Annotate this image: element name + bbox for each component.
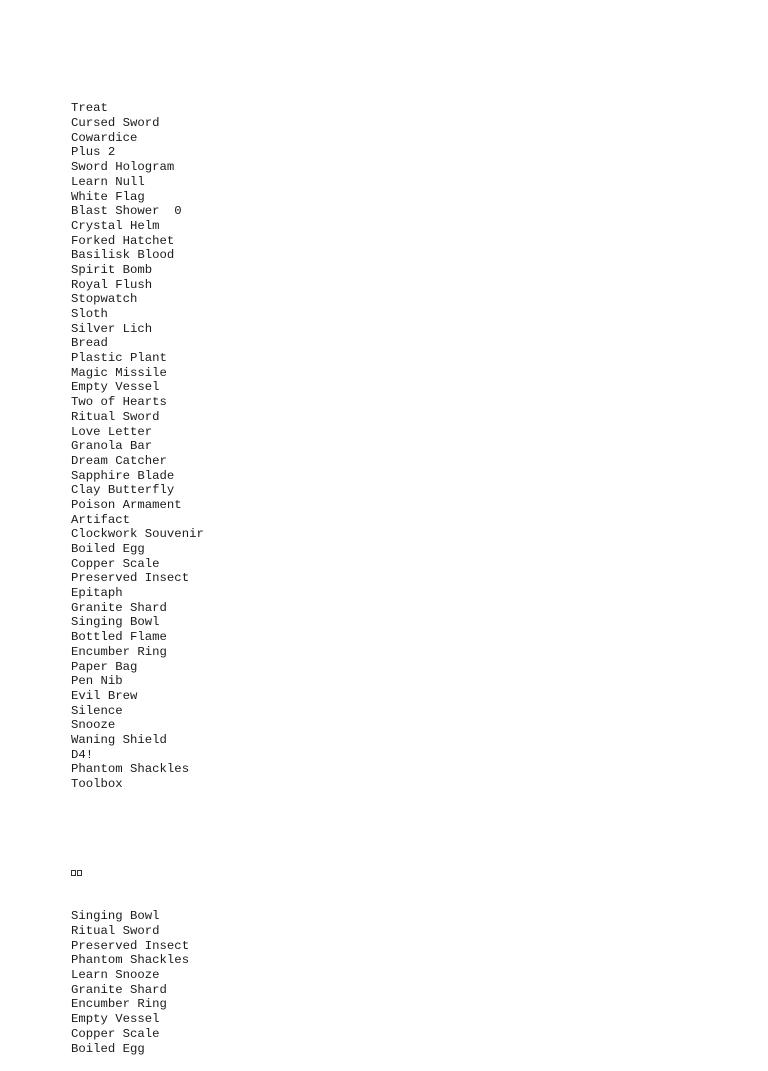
list-item: Silence bbox=[71, 703, 123, 718]
list-item: Empty Vessel bbox=[71, 1012, 160, 1027]
list-item: Bottled Flame bbox=[71, 630, 167, 645]
list-item: Poison Armament bbox=[71, 497, 182, 512]
list-item: Sloth bbox=[71, 307, 108, 322]
document-body bbox=[71, 72, 204, 1071]
list-item: Boiled Egg bbox=[71, 542, 145, 557]
list-item: Learn Snooze bbox=[71, 968, 160, 983]
list-item: Singing Bowl bbox=[71, 909, 160, 924]
list-item: Paper Bag bbox=[71, 659, 138, 674]
list-item: White Flag bbox=[71, 189, 145, 204]
list-item: Epitaph bbox=[71, 586, 123, 601]
list-item: Stopwatch bbox=[71, 292, 138, 307]
list-item: Phantom Shackles bbox=[71, 953, 190, 968]
list-item: Granola Bar bbox=[71, 439, 153, 454]
list-item: Magic Missile bbox=[71, 365, 167, 380]
list-item: Plus 2 bbox=[71, 145, 116, 160]
list-item: Plastic Plant bbox=[71, 351, 167, 366]
list-item: Basilisk Blood bbox=[71, 248, 175, 263]
blank-line bbox=[71, 821, 204, 836]
list-item: Copper Scale bbox=[71, 556, 160, 571]
item-list-primary bbox=[71, 101, 204, 791]
list-item: Forked Hatchet bbox=[71, 233, 175, 248]
item-list-secondary bbox=[71, 909, 204, 1056]
list-item: Empty Vessel bbox=[71, 380, 160, 395]
list-item: Love Letter bbox=[71, 424, 153, 439]
list-item: Blast Shower 0 bbox=[71, 204, 182, 219]
unrenderable-glyphs bbox=[71, 865, 204, 880]
list-item: Clockwork Souvenir bbox=[71, 527, 204, 542]
list-item: Evil Brew bbox=[71, 688, 138, 703]
list-item: Royal Flush bbox=[71, 277, 153, 292]
list-item: Copper Scale bbox=[71, 1026, 160, 1041]
list-item: Granite Shard bbox=[71, 600, 167, 615]
list-item: Boiled Egg bbox=[71, 1041, 145, 1056]
list-item: Phantom Shackles bbox=[71, 762, 190, 777]
list-item: Granite Shard bbox=[71, 982, 167, 997]
list-item: Encumber Ring bbox=[71, 644, 167, 659]
list-item: Sapphire Blade bbox=[71, 468, 175, 483]
list-item: Encumber Ring bbox=[71, 997, 167, 1012]
list-item: Learn Null bbox=[71, 174, 145, 189]
list-item: Preserved Insect bbox=[71, 571, 190, 586]
list-item: Treat bbox=[71, 101, 108, 116]
list-item: Waning Shield bbox=[71, 732, 167, 747]
list-item: Ritual Sword bbox=[71, 409, 160, 424]
list-item: Sword Hologram bbox=[71, 160, 175, 175]
list-item: Clay Butterfly bbox=[71, 483, 175, 498]
list-item: Crystal Helm bbox=[71, 218, 160, 233]
list-item: Toolbox bbox=[71, 777, 123, 792]
list-item: Preserved Insect bbox=[71, 938, 190, 953]
list-item: Artifact bbox=[71, 512, 131, 527]
list-item: Cursed Sword bbox=[71, 116, 160, 131]
list-item: Snooze bbox=[71, 718, 116, 733]
list-item: Bread bbox=[71, 336, 108, 351]
list-item: Dream Catcher bbox=[71, 453, 167, 468]
list-item: Silver Lich bbox=[71, 321, 153, 336]
list-item: Spirit Bomb bbox=[71, 262, 153, 277]
missing-glyph-icon bbox=[71, 870, 76, 876]
list-item: Ritual Sword bbox=[71, 924, 160, 938]
list-item: D4! bbox=[71, 747, 94, 762]
list-item: Singing Bowl bbox=[71, 615, 160, 630]
list-item: Two of Hearts bbox=[71, 395, 167, 410]
list-item: Pen Nib bbox=[71, 674, 123, 689]
list-item: Cowardice bbox=[71, 130, 138, 145]
missing-glyph-icon bbox=[77, 870, 82, 876]
